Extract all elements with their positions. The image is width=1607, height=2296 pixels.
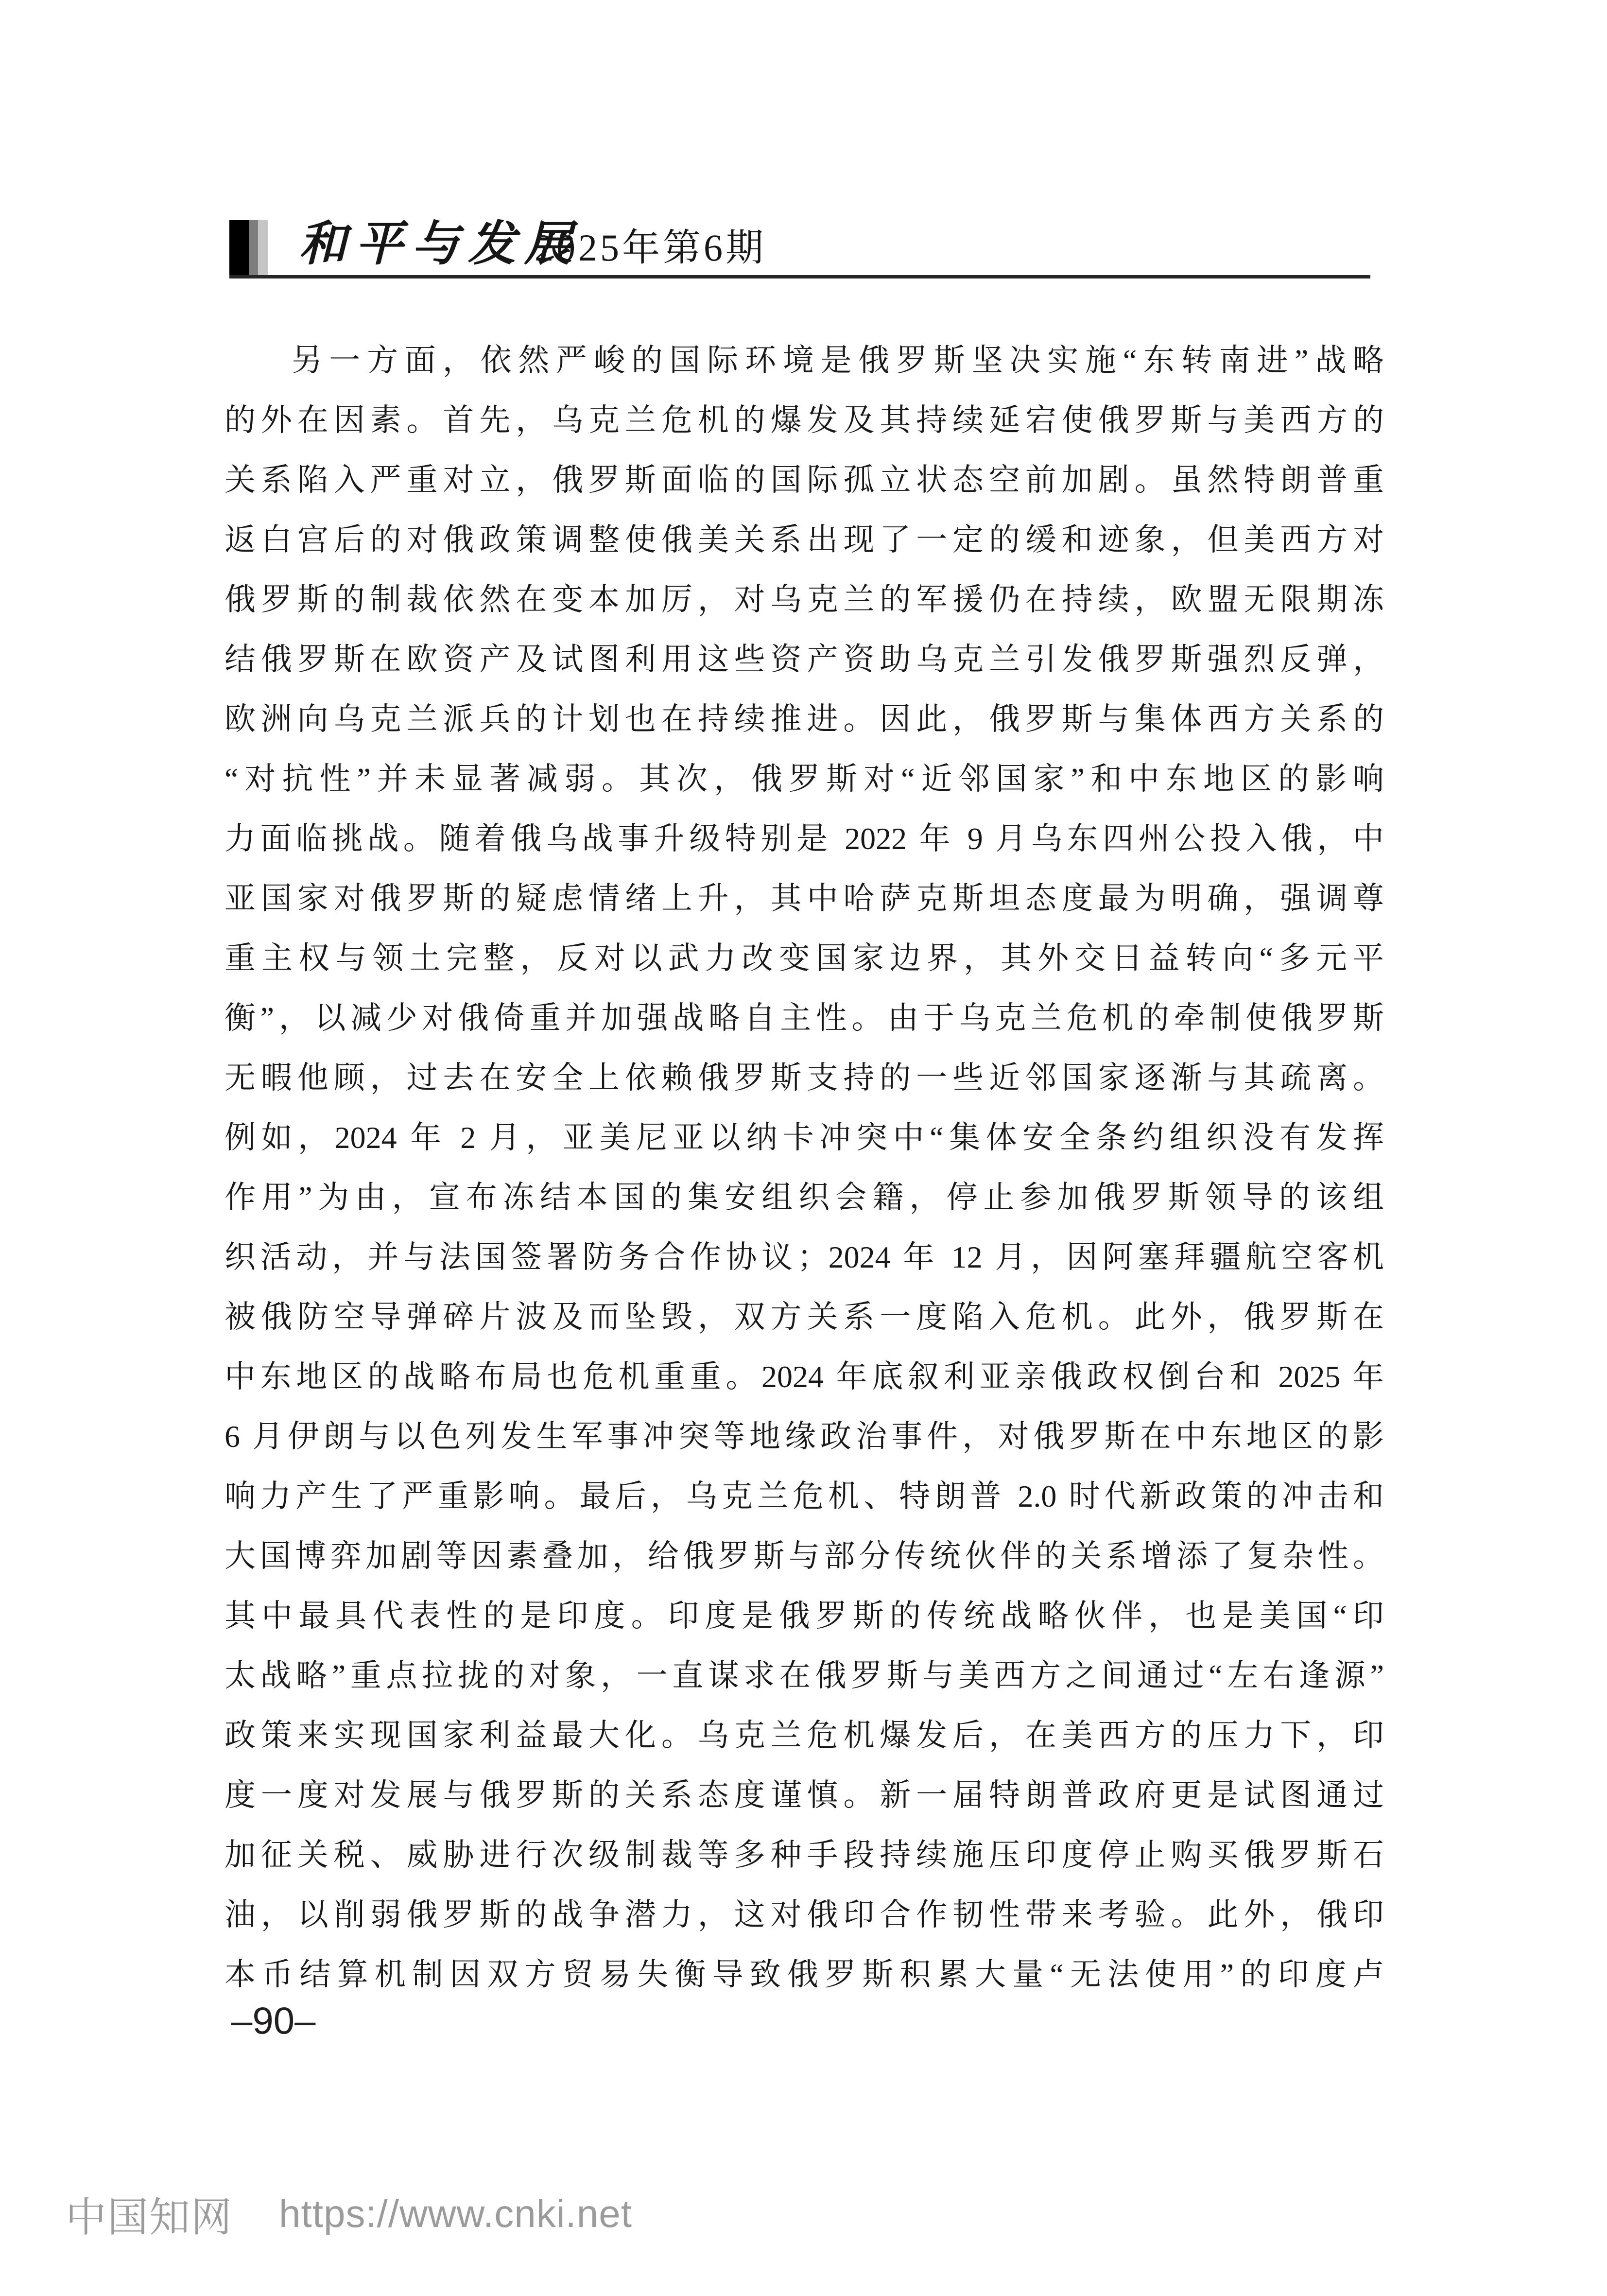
text-line: 太战略”重点拉拢的对象，一直谋求在俄罗斯与美西方之间通过“左右逢源” (225, 1658, 1384, 1693)
cnki-watermark-url: https://www.cnki.net (279, 2192, 632, 2235)
text-line: 作用”为由，宣布冻结本国的集安组织会籍，停止参加俄罗斯领导的该组 (225, 1180, 1384, 1215)
text-line: 欧洲向乌克兰派兵的计划也在持续推进。因此，俄罗斯与集体西方关系的 (225, 702, 1384, 736)
journal-issue: 2025年第6期 (535, 226, 767, 269)
text-line: 另一方面，依然严峻的国际环境是俄罗斯坚决实施“东转南进”战略 (291, 343, 1384, 378)
journal-title: 和平与发展 (299, 218, 581, 271)
text-line: 油，以削弱俄罗斯的战争潜力，这对俄印合作韧性带来考验。此外，俄印 (225, 1897, 1384, 1932)
text-line: 返白宫后的对俄政策调整使俄美关系出现了一定的缓和迹象，但美西方对 (225, 522, 1384, 557)
header-rule (229, 275, 1370, 278)
header-bar-gray (249, 220, 258, 276)
text-line: “对抗性”并未显著减弱。其次，俄罗斯对“近邻国家”和中东地区的影响 (225, 762, 1384, 796)
text-line: 关系陷入严重对立，俄罗斯面临的国际孤立状态空前加剧。虽然特朗普重 (225, 463, 1384, 497)
text-line: 的外在因素。首先，乌克兰危机的爆发及其持续延宕使俄罗斯与美西方的 (225, 403, 1384, 437)
text-line: 大国博弈加剧等因素叠加，给俄罗斯与部分传统伙伴的关系增添了复杂性。 (225, 1539, 1384, 1573)
text-line: 本币结算机制因双方贸易失衡导致俄罗斯积累大量“无法使用”的印度卢 (225, 1957, 1384, 1992)
text-line: 度一度对发展与俄罗斯的关系态度谨慎。新一届特朗普政府更是试图通过 (225, 1778, 1384, 1812)
text-line: 6 月伊朗与以色列发生军事冲突等地缘政治事件，对俄罗斯在中东地区的影 (225, 1419, 1384, 1454)
text-line: 加征关税、威胁进行次级制裁等多种手段持续施压印度停止购买俄罗斯石 (225, 1838, 1384, 1872)
text-line: 政策来实现国家利益最大化。乌克兰危机爆发后，在美西方的压力下，印 (225, 1718, 1384, 1753)
header-bar-black (229, 220, 249, 276)
text-line: 重主权与领土完整，反对以武力改变国家边界，其外交日益转向“多元平 (225, 941, 1384, 975)
cnki-watermark (66, 2190, 632, 2238)
text-line: 无暇他顾，过去在安全上依赖俄罗斯支持的一些近邻国家逐渐与其疏离。 (225, 1061, 1384, 1095)
text-line: 亚国家对俄罗斯的疑虑情绪上升，其中哈萨克斯坦态度最为明确，强调尊 (225, 881, 1384, 916)
text-line: 结俄罗斯在欧资产及试图利用这些资产资助乌克兰引发俄罗斯强烈反弹， (225, 642, 1384, 677)
text-line: 响力产生了严重影响。最后，乌克兰危机、特朗普 2.0 时代新政策的冲击和 (225, 1479, 1384, 1513)
text-line: 其中最具代表性的是印度。印度是俄罗斯的传统战略伙伴，也是美国“印 (225, 1599, 1384, 1633)
text-line: 俄罗斯的制裁依然在变本加厉，对乌克兰的军援仍在持续，欧盟无限期冻 (225, 582, 1384, 617)
page-number: –90– (231, 1999, 316, 2042)
text-line: 织活动，并与法国签署防务合作协议；2024 年 12 月，因阿塞拜疆航空客机 (225, 1240, 1384, 1274)
text-line: 力面临挑战。随着俄乌战事升级特别是 2022 年 9 月乌东四州公投入俄，中 (225, 821, 1384, 856)
text-line: 被俄防空导弹碎片波及而坠毁，双方关系一度陷入危机。此外，俄罗斯在 (225, 1300, 1384, 1334)
header-bar-lightgray (258, 220, 268, 276)
article-body (225, 330, 1384, 2004)
text-line: 衡”，以减少对俄倚重并加强战略自主性。由于乌克兰危机的牵制使俄罗斯 (225, 1001, 1384, 1035)
text-line: 中东地区的战略布局也危机重重。2024 年底叙利亚亲俄政权倒台和 2025 年 (225, 1359, 1384, 1394)
text-line: 例如，2024 年 2 月，亚美尼亚以纳卡冲突中“集体安全条约组织没有发挥 (225, 1120, 1384, 1155)
cnki-watermark-logo: 中国知网 (66, 2194, 233, 2240)
